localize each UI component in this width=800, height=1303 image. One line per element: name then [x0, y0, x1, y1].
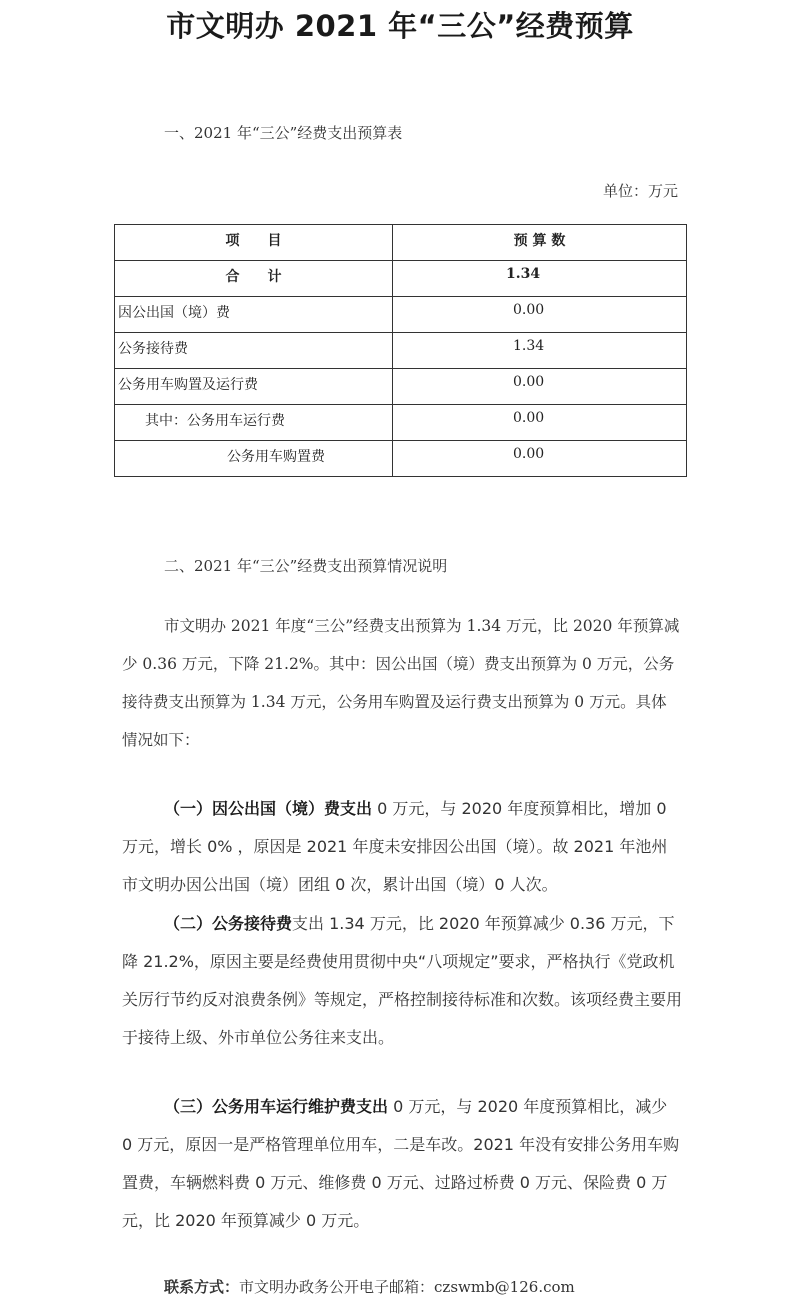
page-title: 市文明办 2021 年“三公”经费预算 [166, 9, 634, 43]
overseas-text: 0 万元，与 2020 年度预算相比，增加 0 万元，增长 0% ，原因是 2021 年度未安排因公出国（境）。故 2021 年池州市文明办因公出国（境）团组 0 次，累计出国（境）0 人次。 [122, 799, 668, 894]
budget-table [114, 224, 687, 477]
reception-paragraph [122, 905, 682, 1057]
vehicle-text: 0 万元，与 2020 年度预算相比，减少 0 万元，原因一是严格管理单位用车，二是车改。2021 年没有安排公务用车购置费，车辆燃料费 0 万元、维修费 0 万元、过路过桥费 0 万元、保险费 0 万元，比 2020 年预算减少 0 万元。 [122, 1097, 680, 1230]
header-item: 项 目 [115, 225, 393, 261]
overseas-lead: （一）因公出国（境）费支出 [164, 799, 373, 818]
vehicle-paragraph [122, 1088, 682, 1240]
table-row [115, 441, 687, 477]
contact-line [164, 1276, 575, 1297]
section2-heading: 二、2021 年“三公”经费支出预算情况说明 [164, 557, 448, 575]
unit-label: 单位：万元 [602, 182, 678, 200]
row-value: 0.00 [393, 369, 687, 405]
contact-label: 联系方式： [164, 1278, 240, 1296]
summary-paragraph: 市文明办 2021 年度“三公”经费支出预算为 1.34 万元，比 2020 年预算减少 0.36 万元，下降 21.2%。其中：因公出国（境）费支出预算为 0 万元，公务接待费支出预算为 1.34 万元，公务用车购置及运行费支出预算为 0 万元。具体情况如下： [122, 617, 680, 749]
section1-heading: 一、2021 年“三公”经费支出预算表 [164, 124, 403, 142]
table-header-row [115, 225, 687, 261]
row-label: 公务用车购置及运行费 [115, 369, 393, 405]
overseas-paragraph [122, 790, 682, 904]
row-value: 1.34 [393, 333, 687, 369]
total-label: 合 计 [115, 261, 393, 297]
row-label: 因公出国（境）费 [115, 297, 393, 333]
contact-email-text: 市文明办政务公开电子邮箱：czswmb@126.com [239, 1278, 575, 1296]
reception-lead: （二）公务接待费 [164, 914, 293, 933]
table-row [115, 297, 687, 333]
row-value: 0.00 [393, 441, 687, 477]
table-total-row [115, 261, 687, 297]
table-row [115, 369, 687, 405]
row-label: 公务用车购置费 [115, 441, 393, 477]
row-label: 其中：公务用车运行费 [115, 405, 393, 441]
vehicle-lead: （三）公务用车运行维护费支出 [164, 1097, 389, 1116]
row-value: 0.00 [393, 405, 687, 441]
reception-text: 支出 1.34 万元，比 2020 年预算减少 0.36 万元，下降 21.2%，原因主要是经费使用贯彻中央“八项规定”要求，严格执行《党政机关厉行节约反对浪费条例》等规定，严格控制接待标准和次数。该项经费主要用于接待上级、外市单位公务往来支出。 [122, 914, 683, 1047]
total-value: 1.34 [393, 261, 687, 297]
row-value: 0.00 [393, 297, 687, 333]
table-row [115, 405, 687, 441]
header-budget: 预 算 数 [393, 225, 687, 261]
table-row [115, 333, 687, 369]
row-label: 公务接待费 [115, 333, 393, 369]
